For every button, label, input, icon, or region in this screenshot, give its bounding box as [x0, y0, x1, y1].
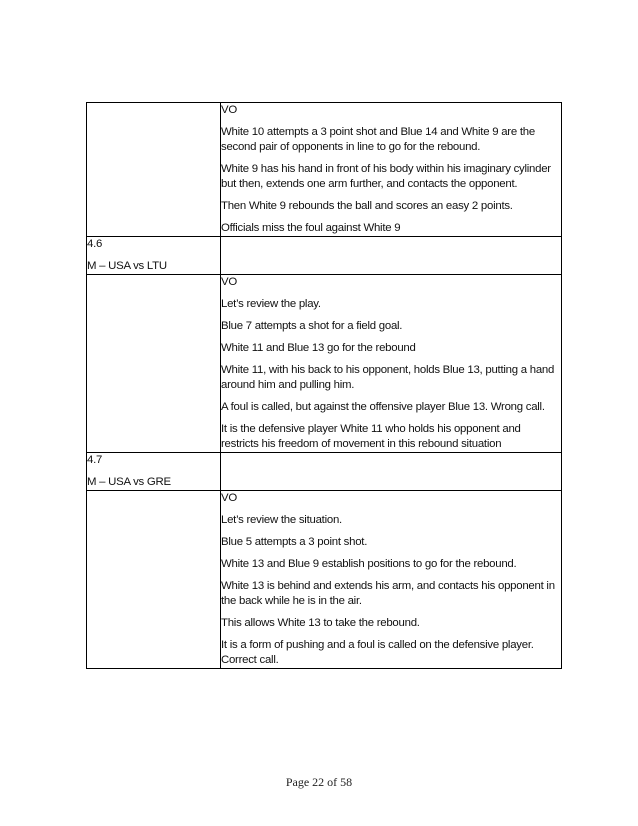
clip-number: 4.7 [87, 454, 103, 466]
clip-id-cell [87, 453, 221, 491]
table-row [87, 275, 562, 453]
narration-paragraph: Blue 5 attempts a 3 point shot. [221, 536, 368, 548]
narration-paragraph: It is a form of pushing and a foul is called on the defensive player. Correct call. [221, 639, 534, 666]
clip-id-cell [87, 237, 221, 275]
narration-cell-empty [221, 237, 562, 275]
narration-paragraph: White 10 attempts a 3 point shot and Blue 14 and White 9 are the second pair of opponents in line to go for the rebound. [221, 126, 535, 153]
script-table [86, 102, 562, 669]
narration-paragraph: White 11 and Blue 13 go for the rebound [221, 342, 416, 354]
narration-paragraph: Let’s review the situation. [221, 514, 342, 526]
table-row [87, 237, 562, 275]
table-row [87, 453, 562, 491]
narration-paragraph: It is the defensive player White 11 who holds his opponent and restricts his freedom of movement in this rebound situation [221, 423, 521, 450]
table-row [87, 103, 562, 237]
narration-paragraph: White 13 is behind and extends his arm, and contacts his opponent in the back while he is in the air. [221, 580, 555, 607]
narration-paragraph: Let’s review the play. [221, 298, 321, 310]
narration-paragraph: White 11, with his back to his opponent, holds Blue 13, putting a hand around him and pulling him. [221, 364, 555, 391]
narration-cell-empty [221, 453, 562, 491]
clip-cell-empty [87, 103, 221, 237]
clip-cell-empty [87, 491, 221, 669]
vo-label: VO [221, 276, 237, 288]
narration-paragraph: White 13 and Blue 9 establish positions to go for the rebound. [221, 558, 517, 570]
narration-paragraph: Officials miss the foul against White 9 [221, 222, 401, 234]
narration-paragraph: Then White 9 rebounds the ball and scores an easy 2 points. [221, 200, 513, 212]
narration-paragraph: A foul is called, but against the offensive player Blue 13. Wrong call. [221, 401, 545, 413]
narration-cell [221, 491, 562, 669]
vo-label: VO [221, 492, 237, 504]
table-row [87, 491, 562, 669]
clip-number: 4.6 [87, 238, 103, 250]
page-number: Page 22 of 58 [285, 775, 353, 789]
narration-cell [221, 275, 562, 453]
narration-cell [221, 103, 562, 237]
vo-label: VO [221, 104, 237, 116]
narration-paragraph: White 9 has his hand in front of his body within his imaginary cylinder but then, extends one arm further, and contacts the opponent. [221, 163, 551, 190]
narration-paragraph: This allows White 13 to take the rebound. [221, 617, 420, 629]
narration-paragraph: Blue 7 attempts a shot for a field goal. [221, 320, 403, 332]
clip-game: M – USA vs LTU [87, 260, 167, 272]
clip-cell-empty [87, 275, 221, 453]
clip-game: M – USA vs GRE [87, 476, 171, 488]
